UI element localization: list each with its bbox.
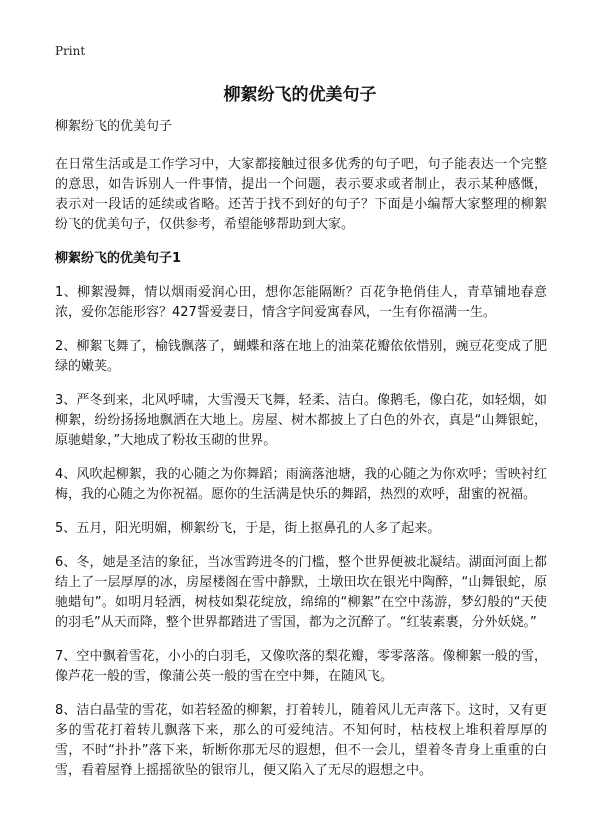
list-item: 3、严冬到来，北风呼啸，大雪漫天飞舞，轻柔、洁白。像鹅毛，像白花，如轻烟，如柳絮，纷纷扬扬地飘洒在大地上。房屋、树木都披上了白色的外衣，真是“山舞银蛇，原驰蜡象，”大地成了粉妆玉砌的世界。 (55, 393, 547, 448)
list-item: 8、洁白晶莹的雪花，如若轻盈的柳絮，打着转儿，随着风儿无声落下。这时，又有更多的雪花打着转儿飘落下来，那么的可爱纯洁。不知何时，枯枝杈上堆积着厚厚的雪，不时“扑扑”落下来，斩断你那无尽的遐想，但不一会儿，望着冬青身上重重的白雪，看着屋脊上摇摇欲坠的银帘儿，便又陷入了无尽的遐想之中。 (55, 703, 547, 778)
list-item: 5、五月，阳光明媚，柳絮纷飞，于是，街上抠鼻孔的人多了起来。 (55, 521, 441, 536)
document-body (55, 117, 547, 795)
list-item: 2、柳絮飞舞了，榆钱飘落了，蝴蝶和落在地上的油菜花瓣依依惜别，豌豆花变成了肥绿的嫩荚。 (55, 339, 547, 374)
list-item: 4、风吹起柳絮，我的心随之为你舞蹈；雨滴落池塘，我的心随之为你欢呼；雪映衬红梅，我的心随之为你祝福。愿你的生活满是快乐的舞蹈，热烈的欢呼，甜蜜的祝福。 (55, 467, 547, 502)
list-item: 6、冬，她是圣洁的象征，当冰雪跨进冬的门槛，整个世界便被北凝结。湖面河面上都结上了一层厚厚的冰，房屋楼阁在雪中静默，土墩田坎在银光中陶醉，“山舞银蛇，原驰蜡旬”。如明月轻洒，树枝如梨花绽放，绵绵的“柳絮”在空中荡游，梦幻般的“天使的羽毛”从天而降，整个世界都踏进了雪国，都为之沉醉了。“红装素裹，分外妖娆。” (55, 555, 547, 630)
list-item: 1、柳絮漫舞，情以烟雨爱润心田，想你怎能隔断？百花争艳俏佳人，青草铺地春意浓，爱你怎能形容？427誓爱妻日，情含字间爱寓春风，一生有你福满一生。 (55, 285, 547, 320)
print-link[interactable]: Print (55, 44, 86, 58)
document-title: 柳絮纷飞的优美句子 (223, 85, 377, 105)
intro-paragraph: 在日常生活或是工作学习中，大家都接触过很多优秀的句子吧，句子能表达一个完整的意思，如告诉别人一件事情，提出一个问题，表示要求或者制止，表示某种感慨，表示对一段话的延续或省略。还苦于找不到好的句子？下面是小编帮大家整理的柳絮纷飞的优美句子，仅供参考，希望能够帮助到大家。 (55, 157, 547, 232)
document-subtitle: 柳絮纷飞的优美句子 (55, 119, 173, 134)
list-item: 7、空中飘着雪花，小小的白羽毛，又像吹落的梨花瓣，零零落落。像柳絮一般的雪，像芦花一般的雪，像蒲公英一般的雪在空中舞，在随风飞。 (55, 649, 547, 684)
section-heading: 柳絮纷飞的优美句子1 (55, 251, 182, 266)
